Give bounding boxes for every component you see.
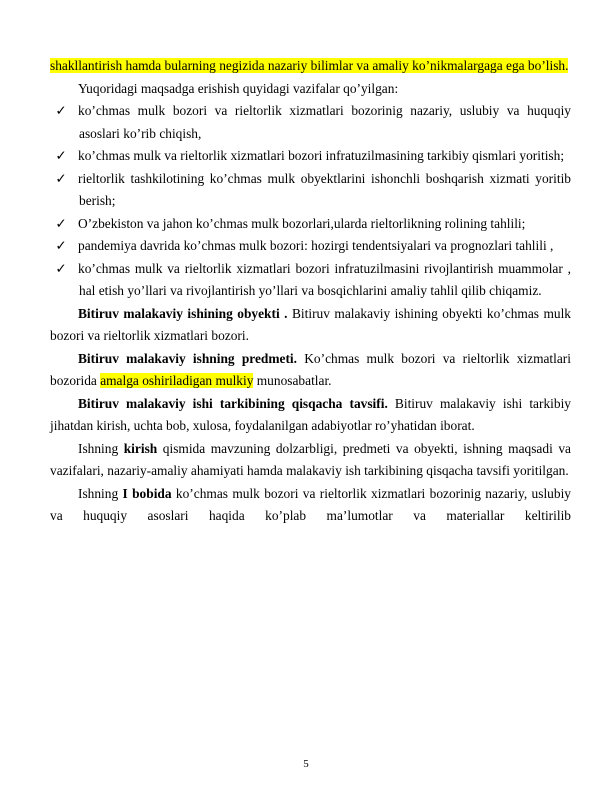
structure-paragraph: Bitiruv malakaviy ishi tarkibining qisqacha tavsifi. Bitiruv malakaviy ishi tarkibiy jihatdan kirish, uchta bob, xulosa, foydalanilgan adabiyotlar ro’yhatidan iborat. — [50, 395, 571, 433]
intro-paragraph — [50, 55, 571, 78]
tasks-intro: Yuqoridagi maqsadga erishish quyidagi vazifalar qo’yilgan: — [78, 80, 399, 96]
list-item: ✓ O’zbekiston va jahon ko’chmas mulk bozorlari,ularda rieltorlikning rolining tahlili; — [79, 213, 571, 236]
object-label: Bitiruv malakaviy ishining obyekti . — [78, 305, 288, 321]
checkmark-icon: ✓ — [55, 238, 67, 253]
checkmark-icon: ✓ — [55, 170, 67, 186]
checkmark-icon: ✓ — [55, 215, 67, 231]
object-paragraph: Bitiruv malakaviy ishining obyekti . Bitiruv malakaviy ishining obyekti ko’chmas mulk bozori va rieltorlik xizmatlari bozori. — [50, 305, 571, 343]
chapter1-paragraph: Ishning I bobida ko’chmas mulk bozori va rieltorlik xizmatlari bozorinig nazariy, uslubiy va huquqiy asoslari haqida ko’plab ma’lumotlar va materiallar keltirilib — [50, 485, 571, 523]
list-item: ✓ ko’chmas mulk va rieltorlik xizmatlari bozori infratuzilmasining tarkibiy qismlari yoritish; — [79, 145, 571, 168]
checkmark-icon: ✓ — [55, 148, 67, 163]
checkmark-icon: ✓ — [55, 260, 67, 276]
highlighted-text: amalga oshiriladigan mulkiy — [100, 373, 254, 388]
intro-chapter-paragraph: Ishning kirish qismida mavzuning dolzarbligi, predmeti va obyekti, ishning maqsadi va vazifalari, nazariy-amaliy ahamiyati hamda malakaviy ish tarkibining qisqacha tavsifi yoritilgan. — [50, 440, 571, 478]
highlighted-text: shakllantirish hamda bularning negizida nazariy bilimlar va amaliy ko’nikmalargaga ega bo’lish. — [50, 58, 569, 73]
checkmark-icon: ✓ — [55, 103, 67, 118]
list-item: ✓ ko’chmas mulk va rieltorlik xizmatlari bozori infratuzilmasini rivojlantirish muammolar , hal etish yo’llari va rivojlantirish yo’llari va bosqichlarini amaliy tahlil qilib chiqamiz. — [79, 258, 571, 303]
structure-label: Bitiruv malakaviy ishi tarkibining qisqacha tavsifi. — [78, 395, 388, 411]
page-number: 5 — [303, 758, 309, 770]
subject-label: Bitiruv malakaviy ishning predmeti. — [78, 350, 298, 366]
list-item: ✓ pandemiya davrida ko’chmas mulk bozori: hozirgi tendentsiyalari va prognozlari tahlili , — [79, 235, 571, 258]
tasks-list — [50, 100, 571, 303]
subject-paragraph: Bitiruv malakaviy ishning predmeti. Ko’chmas mulk bozori va rieltorlik xizmatlari bozorida amalga oshiriladigan mulkiy munosabatlar. — [50, 350, 571, 388]
list-item: ✓ ko’chmas mulk bozori va rieltorlik xizmatlari bozorinig nazariy, uslubiy va huquqiy asoslari ko’rib chiqish, — [79, 100, 571, 145]
list-item: ✓ rieltorlik tashkilotining ko’chmas mulk obyektlarini ishonchli boshqarish xizmati yoritib berish; — [79, 168, 571, 213]
document-page — [50, 55, 571, 528]
